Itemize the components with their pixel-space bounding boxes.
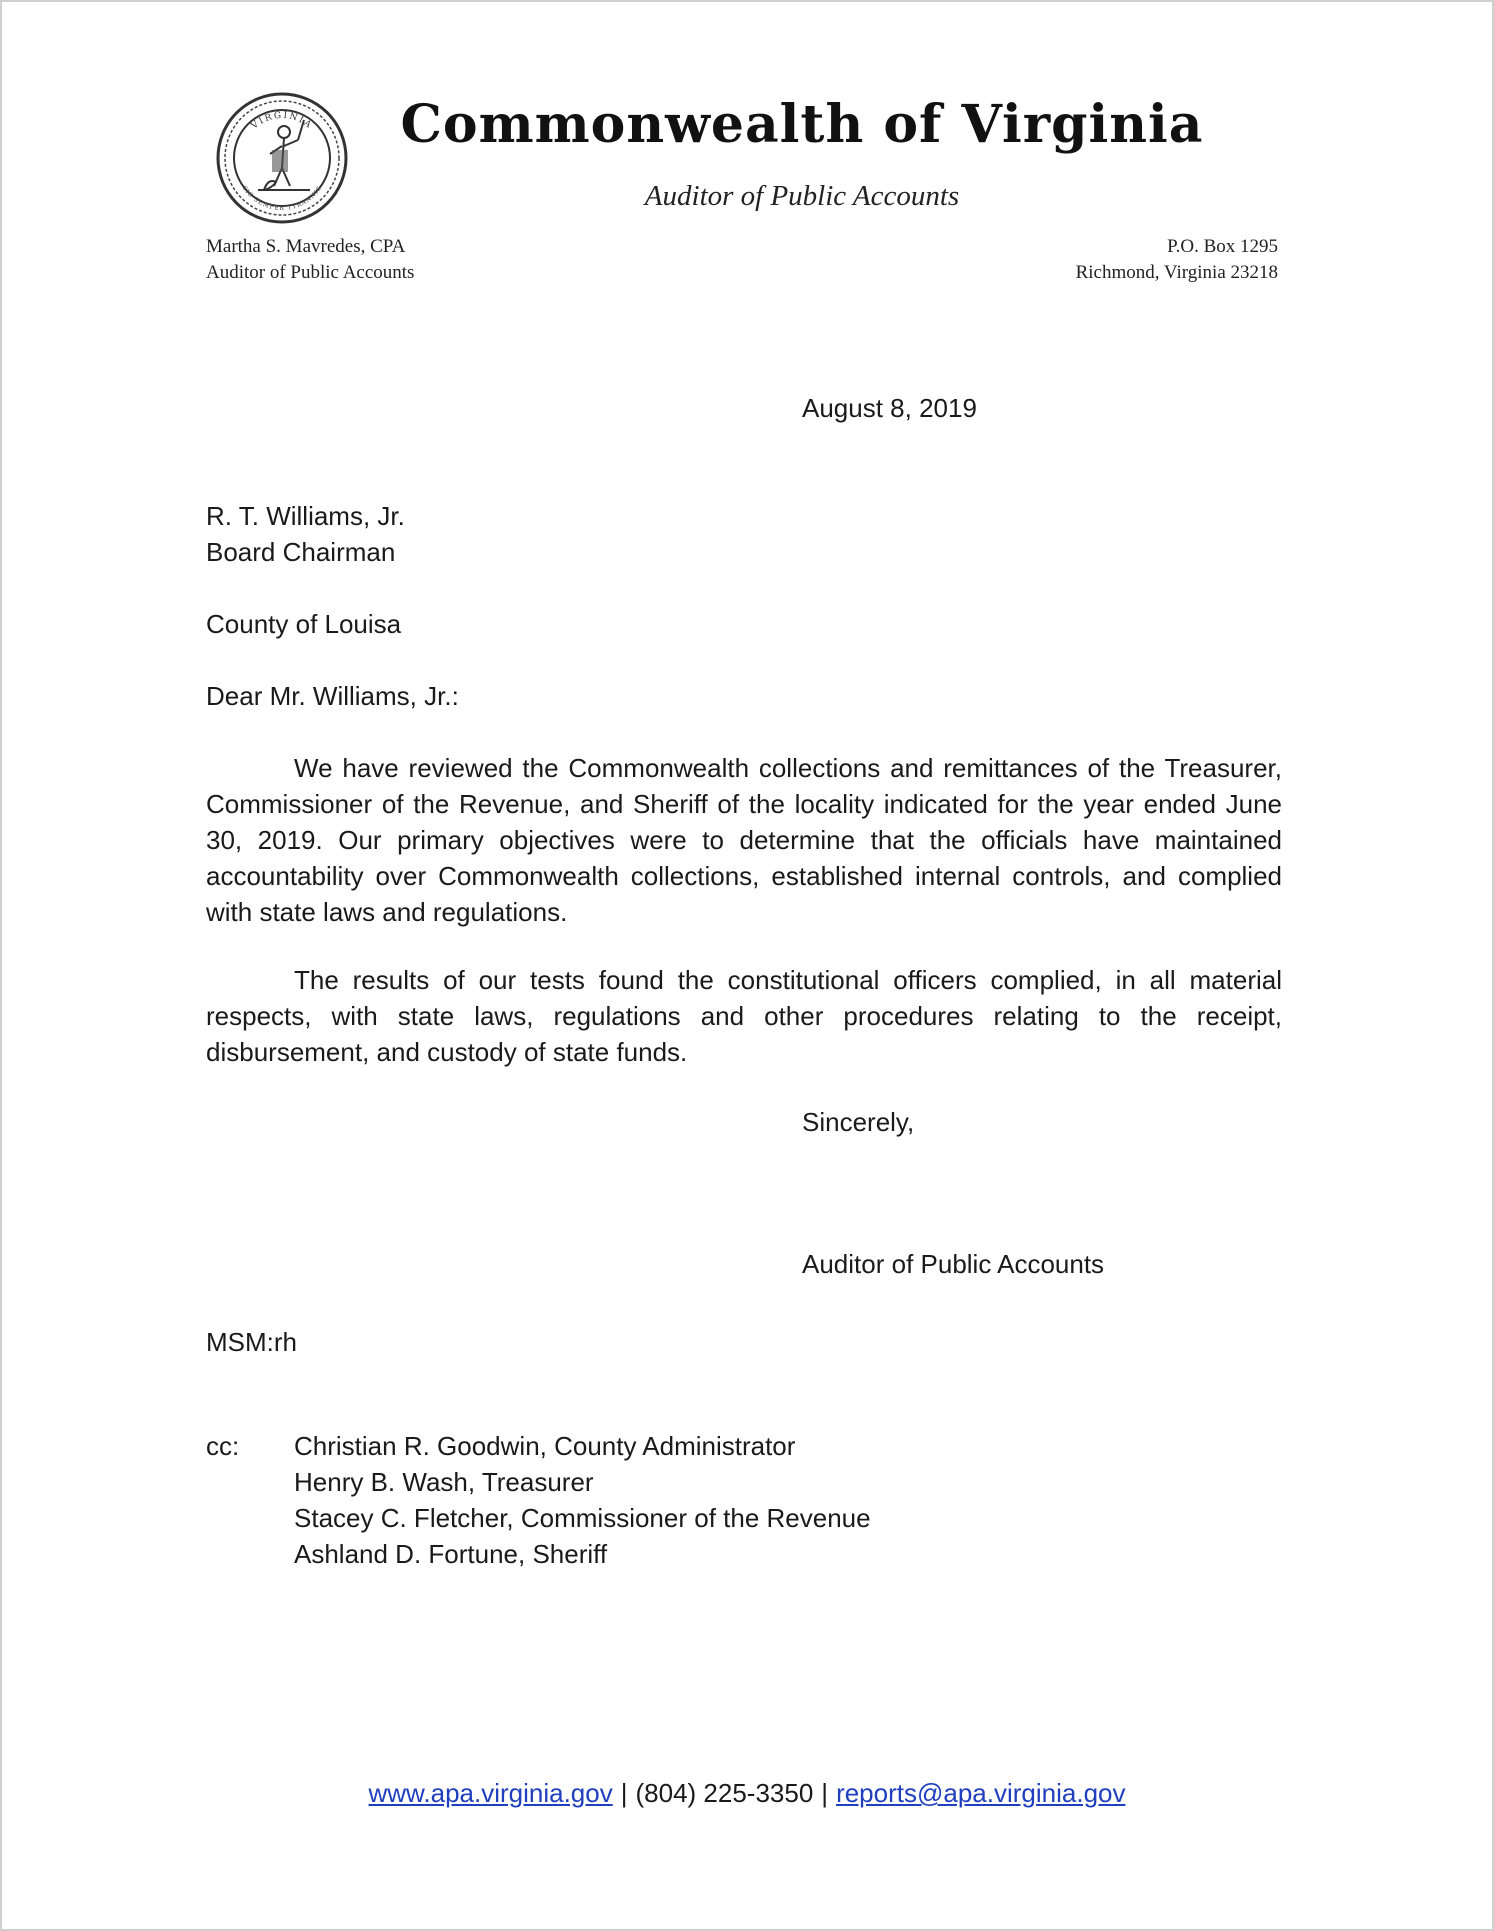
body-paragraph-2 [206, 962, 1282, 1070]
recipient-block [206, 498, 405, 570]
city-state-zip: Richmond, Virginia 23218 [1075, 262, 1278, 283]
seal-text: VIRGINIA [249, 110, 315, 132]
letter-date: August 8, 2019 [802, 393, 977, 423]
letterhead-title: Commonwealth of Virginia [400, 94, 1204, 155]
po-box: P.O. Box 1295 [1167, 236, 1278, 257]
auditor-name-block [206, 234, 414, 286]
phone-number: (804) 225-3350 [635, 1778, 814, 1808]
cc-list [294, 1428, 871, 1572]
cc-item: Ashland D. Fortune, Sheriff [294, 1539, 608, 1569]
recipient-name: R. T. Williams, Jr. [206, 501, 405, 531]
website-link[interactable]: www.apa.virginia.gov [368, 1778, 613, 1808]
footer-separator: | [620, 1778, 628, 1808]
office-address-block [1076, 234, 1278, 286]
signer: Auditor of Public Accounts [802, 1249, 1105, 1279]
footer-separator: | [821, 1778, 829, 1808]
virginia-seal-icon [214, 90, 350, 226]
recipient-title: Board Chairman [206, 537, 396, 567]
letterhead-subtitle: Auditor of Public Accounts [644, 180, 960, 212]
cc-item: Stacey C. Fletcher, Commissioner of the Revenue [294, 1503, 871, 1533]
salutation: Dear Mr. Williams, Jr.: [206, 681, 459, 711]
cc-item: Henry B. Wash, Treasurer [294, 1467, 594, 1497]
footer-contact [2, 1778, 1492, 1809]
cc-label: cc: [206, 1431, 240, 1461]
auditor-title: Auditor of Public Accounts [206, 262, 415, 283]
seal-motto: SIC SEMPER TYRANNIS [240, 184, 324, 213]
body-paragraph-1 [206, 750, 1282, 930]
paragraph-1-text: We have reviewed the Commonwealth collections and remittances of the Treasurer, Commissioner of the Revenue, and Sheriff of the locality indicated for the year ended June 30, 2019. Our primary objectives were to determine that the officials have maintained accountability over Commonwealth collections, established internal controls, and complied with state laws and regulations. [206, 753, 1282, 927]
cc-item: Christian R. Goodwin, County Administrator [294, 1431, 796, 1461]
closing: Sincerely, [802, 1107, 915, 1137]
svg-text:SIC SEMPER TYRANNIS [241, 185, 324, 212]
typist-initials: MSM:rh [206, 1327, 297, 1357]
email-link[interactable]: reports@apa.virginia.gov [836, 1778, 1126, 1808]
paragraph-2-text: The results of our tests found the constitutional officers complied, in all material respects, with state laws, regulations and other procedures relating to the receipt, disbursement, and custody of state funds. [206, 965, 1282, 1067]
auditor-name: Martha S. Mavredes, CPA [206, 236, 406, 257]
recipient-county: County of Louisa [206, 609, 402, 639]
